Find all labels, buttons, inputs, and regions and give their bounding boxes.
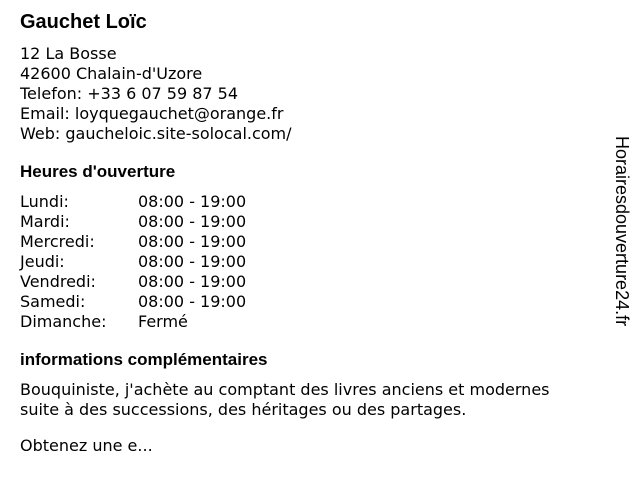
phone-line[interactable]: Telefon: +33 6 07 59 87 54 bbox=[20, 84, 239, 103]
hours-time: Fermé bbox=[138, 312, 188, 331]
address-line2: 42600 Chalain-d'Uzore bbox=[20, 64, 203, 83]
hours-table bbox=[20, 192, 610, 332]
description-line1: Bouquiniste, j'achète au comptant des livres anciens et modernes bbox=[20, 380, 550, 399]
hours-day: Jeudi: bbox=[20, 252, 65, 271]
web-line[interactable]: Web: gaucheloic.site-solocal.com/ bbox=[20, 124, 292, 143]
business-name: Gauchet Loïc bbox=[20, 11, 147, 33]
hours-time: 08:00 - 19:00 bbox=[138, 292, 247, 311]
hours-day: Vendredi: bbox=[20, 272, 96, 291]
hours-day: Lundi: bbox=[20, 192, 69, 211]
hours-row bbox=[20, 272, 610, 292]
description bbox=[20, 380, 610, 420]
site-brand-vertical: Horairesdouverture24.fr bbox=[612, 136, 632, 327]
hours-row bbox=[20, 192, 610, 212]
hours-row bbox=[20, 312, 610, 332]
hours-row bbox=[20, 252, 610, 272]
contact-block bbox=[20, 44, 610, 144]
info-title: informations complémentaires bbox=[20, 350, 268, 369]
address-line1: 12 La Bosse bbox=[20, 44, 117, 63]
hours-row bbox=[20, 292, 610, 312]
business-card bbox=[20, 8, 610, 456]
description-line2: suite à des successions, des héritages ou des partages. bbox=[20, 400, 467, 419]
hours-time: 08:00 - 19:00 bbox=[138, 212, 247, 231]
hours-time: 08:00 - 19:00 bbox=[138, 272, 247, 291]
hours-row bbox=[20, 212, 610, 232]
email-line[interactable]: Email: loyquegauchet@orange.fr bbox=[20, 104, 284, 123]
hours-time: 08:00 - 19:00 bbox=[138, 192, 247, 211]
more-link[interactable]: Obtenez une e... bbox=[20, 436, 153, 455]
hours-day: Mercredi: bbox=[20, 232, 95, 251]
hours-day: Samedi: bbox=[20, 292, 86, 311]
hours-row bbox=[20, 232, 610, 252]
hours-time: 08:00 - 19:00 bbox=[138, 232, 247, 251]
hours-day: Dimanche: bbox=[20, 312, 107, 331]
hours-time: 08:00 - 19:00 bbox=[138, 252, 247, 271]
hours-day: Mardi: bbox=[20, 212, 70, 231]
hours-title: Heures d'ouverture bbox=[20, 162, 176, 181]
